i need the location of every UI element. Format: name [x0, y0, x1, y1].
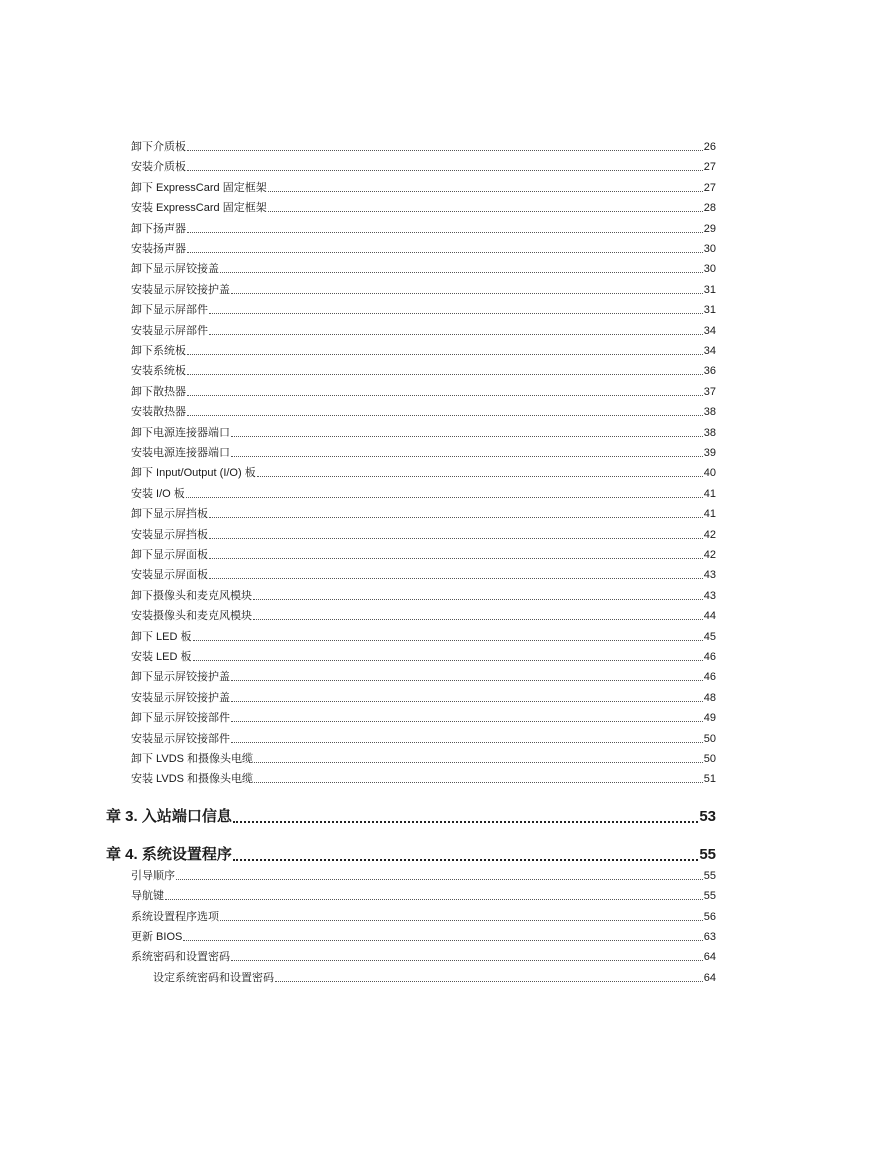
toc-page-number: 55	[699, 845, 716, 863]
toc-entry[interactable]	[131, 324, 716, 338]
toc-chapter[interactable]	[106, 807, 716, 827]
toc-entry[interactable]	[131, 466, 716, 480]
dot-leader	[209, 578, 703, 579]
toc-page-number: 31	[703, 304, 716, 317]
toc-entry-title: 安装 LED 板	[131, 651, 192, 663]
toc-page-number: 29	[703, 222, 716, 235]
toc-page-number: 56	[703, 910, 716, 923]
toc-entry-title: 安装摄像头和麦克风模块	[131, 610, 252, 623]
toc-page-number: 46	[703, 671, 716, 684]
toc-entry-title: 卸下 LED 板	[131, 630, 192, 643]
toc-entry[interactable]	[131, 262, 716, 276]
toc-entry-title: 安装显示屏铰接部件	[131, 732, 230, 745]
toc-entry-title: 安装显示屏挡板	[131, 528, 208, 541]
toc-page-number: 42	[703, 549, 716, 561]
toc-page-number: 26	[703, 141, 716, 153]
toc-page-number: 37	[703, 385, 716, 398]
dot-leader	[231, 721, 703, 722]
dot-leader	[253, 619, 703, 620]
dot-leader	[209, 334, 703, 335]
toc-entry-title: 章 4. 系统设置程序	[106, 845, 232, 863]
toc-entry-title: 卸下电源连接器端口	[131, 426, 230, 439]
toc-entry-title: 卸下 LVDS 和摄像头电缆	[131, 753, 254, 765]
dot-leader	[231, 701, 703, 702]
dot-leader	[233, 821, 698, 823]
toc-entry-title: 卸下显示屏铰接部件	[131, 712, 230, 725]
dot-leader	[209, 558, 703, 559]
dot-leader	[193, 660, 703, 661]
toc-page-number: 34	[703, 345, 716, 357]
toc-entry[interactable]	[131, 732, 716, 746]
toc-entry[interactable]	[131, 528, 716, 542]
dot-leader	[209, 517, 703, 518]
toc-entry-title: 卸下显示屏铰接盖	[131, 263, 219, 276]
toc-entry-title: 安装介质板	[131, 161, 186, 174]
dot-leader	[209, 538, 703, 539]
dot-leader	[231, 293, 703, 294]
dot-leader	[268, 211, 703, 212]
dot-leader	[187, 395, 703, 396]
toc-entry[interactable]	[131, 303, 716, 317]
toc-entry[interactable]	[131, 140, 716, 154]
toc-entry[interactable]	[131, 889, 716, 903]
toc-entry-title: 安装显示屏铰接护盖	[131, 691, 230, 704]
dot-leader	[187, 150, 703, 151]
toc-page-number: 50	[703, 732, 716, 745]
toc-entry[interactable]	[131, 910, 716, 924]
dot-leader	[209, 313, 703, 314]
toc-entry[interactable]	[131, 568, 716, 582]
toc-entry-title: 导航键	[131, 890, 164, 903]
dot-leader	[231, 960, 703, 961]
toc-entry-title: 安装 ExpressCard 固定框架	[131, 202, 267, 215]
toc-entry-title: 卸下显示屏面板	[131, 549, 208, 561]
toc-page-number: 44	[703, 610, 716, 623]
toc-page-number: 64	[703, 951, 716, 964]
toc-entry-title: 安装 I/O 板	[131, 487, 185, 500]
toc-entry[interactable]	[131, 630, 716, 644]
toc-page-number: 39	[703, 447, 716, 459]
toc-entry[interactable]	[131, 691, 716, 705]
toc-entry[interactable]	[131, 548, 716, 562]
toc-chapter[interactable]	[106, 845, 716, 865]
toc-entry-title: 卸下摄像头和麦克风模块	[131, 589, 252, 602]
toc-entry-title: 安装显示屏铰接护盖	[131, 283, 230, 296]
toc-entry[interactable]	[131, 772, 716, 786]
toc-entry[interactable]	[131, 283, 716, 297]
toc-entry-title: 设定系统密码和设置密码	[153, 971, 274, 984]
toc-page-number: 51	[703, 773, 716, 786]
toc-entry[interactable]	[131, 160, 716, 174]
toc-entry[interactable]	[131, 364, 716, 378]
toc-page-number: 41	[703, 508, 716, 521]
toc-page-number: 55	[703, 890, 716, 903]
dot-leader	[187, 170, 703, 171]
toc-page-number: 55	[703, 869, 716, 882]
toc-entry[interactable]	[131, 242, 716, 256]
toc-entry-title: 卸下系统板	[131, 345, 186, 357]
toc-entry[interactable]	[131, 589, 716, 603]
toc-entry-title: 系统设置程序选项	[131, 910, 219, 923]
dot-leader	[275, 981, 703, 982]
toc-page-number: 63	[703, 931, 716, 943]
toc-entry-title: 更新 BIOS	[131, 931, 183, 943]
toc-entry-title: 卸下 Input/Output (I/O) 板	[131, 467, 256, 480]
toc-entry-title: 卸下显示屏铰接护盖	[131, 671, 230, 684]
toc-entry-title: 系统密码和设置密码	[131, 951, 230, 964]
toc-entry-title: 卸下散热器	[131, 385, 186, 398]
toc-entry[interactable]	[131, 446, 716, 460]
toc-entry-title: 安装显示屏部件	[131, 324, 208, 337]
dot-leader	[193, 640, 703, 641]
toc-page-number: 64	[703, 971, 716, 984]
toc-page-number: 41	[703, 487, 716, 500]
toc-entry[interactable]	[131, 222, 716, 236]
toc-entry[interactable]	[131, 344, 716, 358]
toc-page-number: 50	[703, 753, 716, 765]
toc-entry[interactable]	[131, 487, 716, 501]
dot-leader	[231, 680, 703, 681]
toc-page-number: 36	[703, 365, 716, 378]
toc-entry-title: 安装系统板	[131, 365, 186, 378]
toc-page-number: 31	[703, 283, 716, 296]
dot-leader	[231, 456, 703, 457]
dot-leader	[187, 354, 703, 355]
toc-entry[interactable]	[131, 869, 716, 883]
toc-entry-title: 安装散热器	[131, 406, 186, 419]
dot-leader	[257, 476, 703, 477]
toc-entry-title: 卸下显示屏挡板	[131, 508, 208, 521]
toc-entry-title: 章 3. 入站端口信息	[106, 807, 232, 825]
toc-page-number: 48	[703, 691, 716, 704]
dot-leader	[165, 899, 703, 900]
toc-entry[interactable]	[131, 670, 716, 684]
toc-page-number: 43	[703, 569, 716, 582]
toc-entry[interactable]	[131, 930, 716, 944]
toc-page-number: 30	[703, 243, 716, 255]
toc-page-number: 27	[703, 181, 716, 194]
dot-leader	[220, 272, 703, 273]
dot-leader	[186, 497, 703, 498]
toc-page-number: 40	[703, 467, 716, 480]
toc-entry[interactable]	[131, 650, 716, 664]
dot-leader	[233, 859, 698, 861]
toc-entry-title: 引导顺序	[131, 869, 175, 882]
dot-leader	[268, 191, 703, 192]
toc-entry[interactable]	[131, 950, 716, 964]
toc-entry-title: 卸下 ExpressCard 固定框架	[131, 181, 267, 194]
toc-entry-title: 安装电源连接器端口	[131, 447, 230, 459]
toc-page-number: 38	[703, 426, 716, 439]
toc-entry[interactable]	[131, 201, 716, 215]
toc-entry[interactable]	[131, 711, 716, 725]
toc-entry[interactable]	[153, 971, 716, 985]
toc-entry-title: 卸下显示屏部件	[131, 304, 208, 317]
toc-page-number: 28	[703, 202, 716, 215]
dot-leader	[231, 742, 703, 743]
toc-entry[interactable]	[131, 405, 716, 419]
dot-leader	[254, 782, 703, 783]
dot-leader	[254, 762, 703, 763]
toc-page-number: 30	[703, 263, 716, 276]
toc-page-number: 42	[703, 528, 716, 541]
dot-leader	[253, 599, 703, 600]
dot-leader	[183, 940, 702, 941]
toc-page-number: 45	[703, 630, 716, 643]
dot-leader	[176, 879, 703, 880]
dot-leader	[187, 252, 703, 253]
toc-entry-title: 卸下扬声器	[131, 222, 186, 235]
toc-entry[interactable]	[131, 609, 716, 623]
dot-leader	[220, 920, 703, 921]
dot-leader	[187, 232, 703, 233]
dot-leader	[187, 415, 703, 416]
toc-entry[interactable]	[131, 385, 716, 399]
toc-entry[interactable]	[131, 752, 716, 766]
toc-entry[interactable]	[131, 181, 716, 195]
toc-page-number: 49	[703, 712, 716, 725]
toc-entry-title: 安装显示屏面板	[131, 569, 208, 582]
toc-page-number: 43	[703, 589, 716, 602]
toc-entry[interactable]	[131, 507, 716, 521]
toc-entry-title: 卸下介质板	[131, 141, 186, 153]
toc-page-number: 34	[703, 324, 716, 337]
toc-page-number: 46	[703, 651, 716, 663]
toc-entry-title: 安装扬声器	[131, 243, 186, 255]
toc-page-number: 27	[703, 161, 716, 174]
toc-entry-title: 安装 LVDS 和摄像头电缆	[131, 773, 254, 786]
toc-entry[interactable]	[131, 426, 716, 440]
toc-page-number: 38	[703, 406, 716, 419]
dot-leader	[187, 374, 703, 375]
toc-page-number: 53	[699, 807, 716, 825]
dot-leader	[231, 436, 703, 437]
